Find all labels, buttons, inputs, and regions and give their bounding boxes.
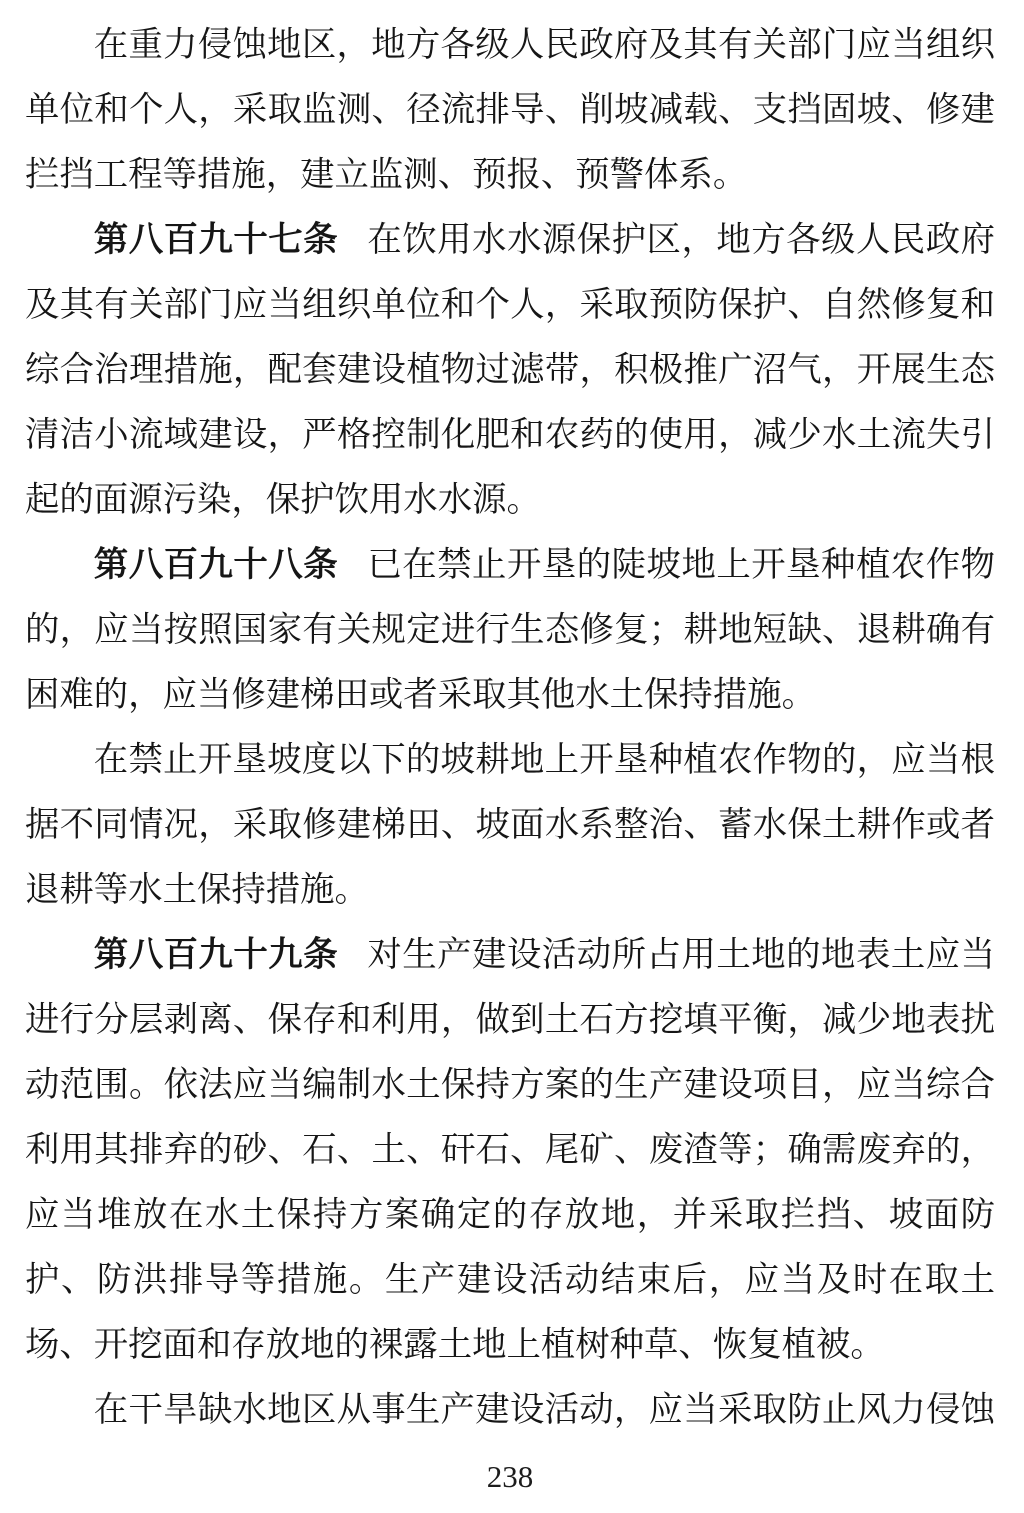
paragraph-text: 对生产建设活动所占用土地的地表土应当进行分层剥离、保存和利用，做到土石方挖填平衡，减少地表扰动范围。依法应当编制水土保持方案的生产建设项目，应当综合利用其排弃的砂、石、土、矸石、尾矿、废渣等；确需废弃的，应当堆放在水土保持方案确定的存放地，并采取拦挡、坡面防护、防洪排导等措施。生产建设活动结束后，应当及时在取土场、开挖面和存放地的裸露土地上植树种草、恢复植被。 [25, 936, 996, 1364]
law-text-block [25, 13, 995, 1443]
paragraph-text: 在饮用水水源保护区，地方各级人民政府及其有关部门应当组织单位和个人，采取预防保护、自然修复和综合治理措施，配套建设植物过滤带，积极推广沼气，开展生态清洁小流域建设，严格控制化肥和农药的使用，减少水土流失引起的面源污染，保护饮用水水源。 [25, 221, 996, 519]
paragraph-text: 在重力侵蚀地区，地方各级人民政府及其有关部门应当组织单位和个人，采取监测、径流排导、削坡减载、支挡固坡、修建拦挡工程等措施，建立监测、预报、预警体系。 [25, 26, 996, 194]
paragraph [25, 533, 995, 728]
article-number: 第八百九十九条 [93, 936, 339, 974]
paragraph-text: 已在禁止开垦的陡坡地上开垦种植农作物的，应当按照国家有关规定进行生态修复；耕地短缺、退耕确有困难的，应当修建梯田或者采取其他水土保持措施。 [25, 546, 996, 714]
paragraph-text: 在干旱缺水地区从事生产建设活动，应当采取防止风力侵蚀 [93, 1391, 996, 1429]
page-footer [25, 1443, 995, 1497]
paragraph [25, 728, 995, 923]
paragraph [25, 13, 995, 208]
page-number: 238 [486, 1459, 534, 1494]
paragraph-text: 在禁止开垦坡度以下的坡耕地上开垦种植农作物的，应当根据不同情况，采取修建梯田、坡面水系整治、蓄水保土耕作或者退耕等水土保持措施。 [25, 741, 996, 909]
paragraph [25, 923, 995, 1378]
article-number: 第八百九十七条 [93, 221, 339, 259]
article-number: 第八百九十八条 [93, 546, 339, 584]
paragraph [25, 1378, 995, 1443]
paragraph [25, 208, 995, 533]
